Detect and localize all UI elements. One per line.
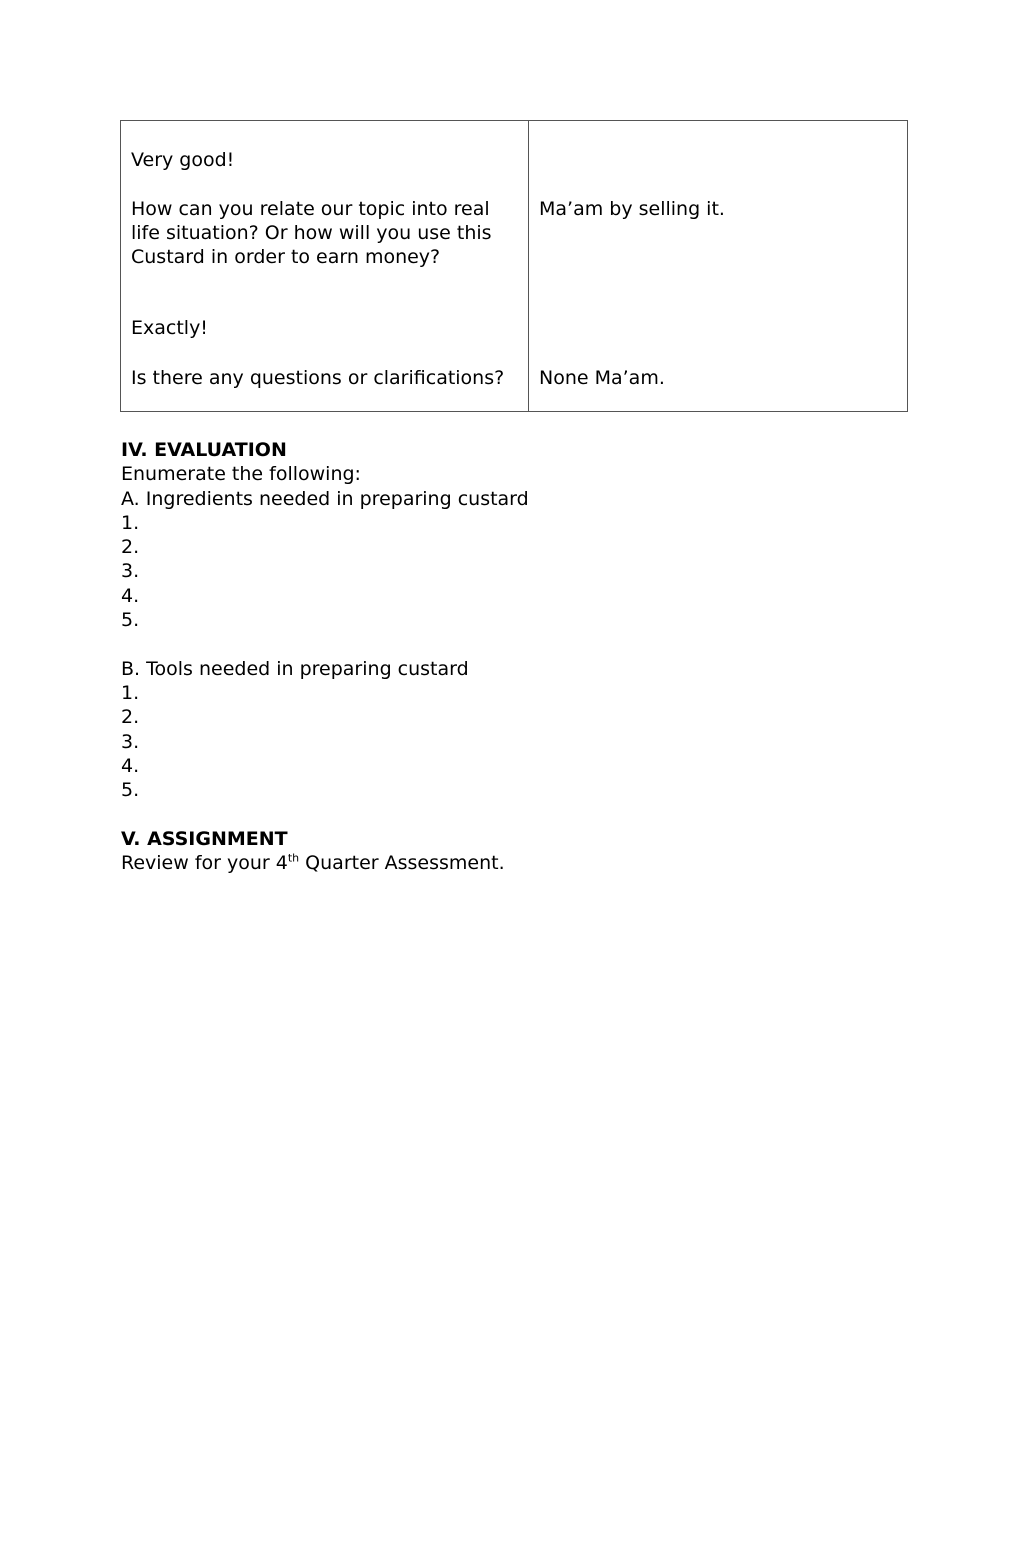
evaluation-section bbox=[121, 438, 901, 875]
evaluation-heading: IV. EVALUATION bbox=[121, 439, 287, 461]
teacher-exactly: Exactly! bbox=[131, 317, 208, 339]
list-item: 1. bbox=[121, 681, 140, 704]
assignment-superscript: th bbox=[287, 851, 300, 865]
evaluation-instruction: Enumerate the following: bbox=[121, 463, 361, 486]
assignment-text-end: Quarter Assessment. bbox=[299, 852, 505, 875]
list-item: 5. bbox=[121, 609, 140, 632]
teacher-relate-question: How can you relate our topic into real life situation? Or how will you use this Custard in order to earn money? bbox=[131, 198, 492, 268]
spacer bbox=[121, 632, 901, 656]
list-item: 2. bbox=[121, 536, 140, 559]
table-row bbox=[121, 121, 908, 412]
student-cell bbox=[529, 121, 908, 412]
list-item: 3. bbox=[121, 730, 140, 753]
list-item: 2. bbox=[121, 706, 140, 729]
student-none-answer: None Ma’am. bbox=[539, 367, 665, 389]
student-selling-answer: Ma’am by selling it. bbox=[539, 198, 725, 220]
dialogue-table bbox=[120, 120, 908, 412]
list-item: 4. bbox=[121, 754, 140, 777]
teacher-very-good: Very good! bbox=[131, 149, 235, 171]
assignment-text-start: Review for your 4 bbox=[121, 852, 288, 875]
assignment-heading: V. ASSIGNMENT bbox=[121, 827, 288, 850]
list-item: 1. bbox=[121, 511, 140, 534]
list-item: 4. bbox=[121, 584, 140, 607]
list-item: 5. bbox=[121, 779, 140, 802]
part-b-title: B. Tools needed in preparing custard bbox=[121, 657, 469, 680]
assignment-text bbox=[121, 851, 901, 875]
teacher-cell bbox=[121, 121, 529, 412]
list-item: 3. bbox=[121, 560, 140, 583]
spacer bbox=[121, 802, 901, 826]
teacher-questions: Is there any questions or clarifications? bbox=[131, 367, 505, 389]
part-a-title: A. Ingredients needed in preparing custard bbox=[121, 487, 529, 510]
